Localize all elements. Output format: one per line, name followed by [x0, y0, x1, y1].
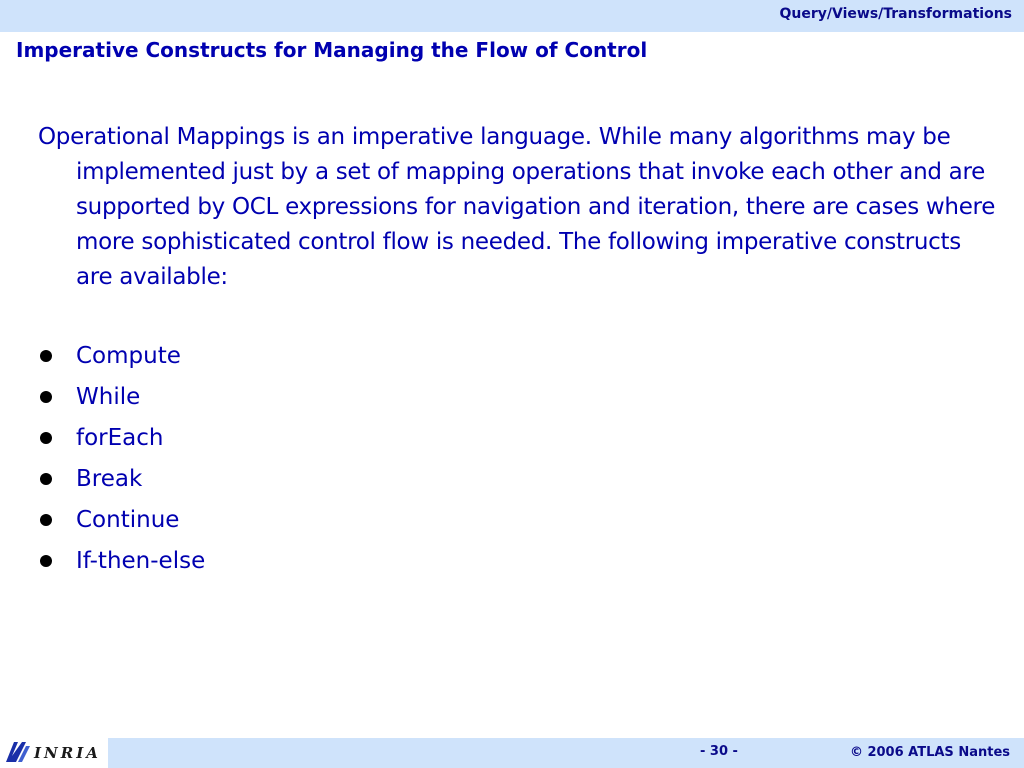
constructs-list — [38, 338, 205, 584]
bullet-icon — [40, 514, 52, 526]
list-item-label: If-then-else — [76, 548, 206, 574]
bullet-icon — [40, 432, 52, 444]
bullet-icon — [40, 555, 52, 567]
header-band — [0, 0, 1024, 32]
list-item-label: Break — [76, 466, 143, 492]
slide-title: Imperative Constructs for Managing the Flow of Control — [16, 38, 648, 62]
header-label: Query/Views/Transformations — [779, 6, 1012, 22]
logo-text: INRIA — [34, 744, 101, 762]
list-item-label: While — [76, 384, 141, 410]
inria-logo — [4, 736, 108, 766]
intro-paragraph: Operational Mappings is an imperative language. While many algorithms may be implemented just by a set of mapping operations that invoke each other and are supported by OCL expressions for navigation and iteration, there are cases where more sophisticated control flow is needed. The following imperative constructs are available: — [38, 124, 996, 290]
list-item — [38, 461, 205, 502]
bullet-icon — [40, 391, 52, 403]
copyright: © 2006 ATLAS Nantes — [849, 745, 1010, 760]
bullet-icon — [40, 473, 52, 485]
page-number: - 30 - — [700, 744, 738, 759]
list-item-label: forEach — [76, 425, 164, 451]
list-item — [38, 543, 205, 584]
bullet-icon — [40, 350, 52, 362]
list-item — [38, 420, 205, 461]
list-item — [38, 379, 205, 420]
list-item — [38, 502, 205, 543]
list-item-label: Compute — [76, 343, 181, 369]
list-item-label: Continue — [76, 507, 180, 533]
list-item — [38, 338, 205, 379]
